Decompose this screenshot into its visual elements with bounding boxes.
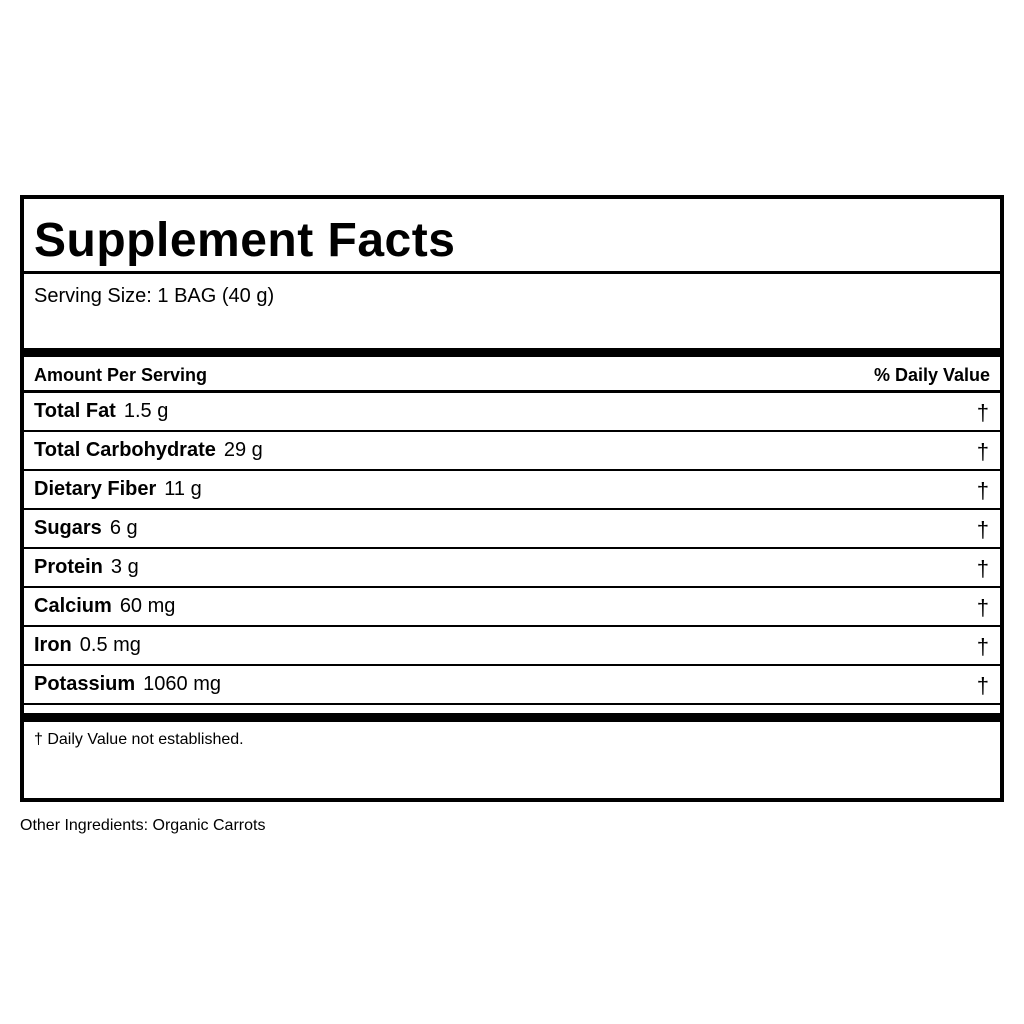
thick-divider [24,348,1000,357]
nutrient-daily-value: † [976,400,989,425]
nutrient-name: Sugars [34,517,102,539]
nutrient-amount: 29 g [223,439,263,461]
table-row [24,432,1000,471]
thick-divider [24,713,1000,722]
daily-value-heading: % Daily Value [873,365,990,385]
table-row [24,666,1000,705]
nutrient-amount: 0.5 mg [79,634,141,656]
serving-size: Serving Size: 1 BAG (40 g) [34,285,275,307]
panel-title: Supplement Facts [34,214,456,267]
nutrient-amount: 3 g [110,556,139,578]
nutrient-name: Potassium [34,673,136,695]
footnote-row [24,722,1000,792]
nutrient-daily-value: † [976,595,989,620]
nutrient-amount: 1060 mg [143,673,221,695]
table-row [24,549,1000,588]
serving-row [24,274,1000,348]
nutrient-daily-value: † [976,556,989,581]
nutrient-name: Protein [34,556,103,578]
nutrient-daily-value: † [976,634,989,659]
nutrient-amount: 11 g [164,478,202,500]
table-row [24,393,1000,432]
footnote: † Daily Value not established. [34,731,244,748]
nutrient-daily-value: † [976,517,989,542]
amount-per-serving-heading: Amount Per Serving [34,365,208,385]
nutrient-name: Calcium [34,595,112,617]
nutrient-amount: 1.5 g [123,400,169,422]
nutrient-daily-value: † [976,478,989,503]
table-row [24,510,1000,549]
nutrient-amount: 6 g [109,517,138,539]
table-row [24,627,1000,666]
nutrient-name: Dietary Fiber [34,478,157,500]
spacer-row [24,705,1000,713]
nutrient-amount: 60 mg [119,595,176,617]
nutrient-daily-value: † [976,673,989,698]
nutrient-name: Iron [34,634,72,656]
nutrient-name: Total Carbohydrate [34,439,216,461]
other-ingredients: Other Ingredients: Organic Carrots [20,817,266,834]
nutrient-name: Total Fat [34,400,116,422]
nutrient-daily-value: † [976,439,989,464]
title-row [24,199,1000,274]
supplement-facts-panel [20,195,1004,802]
table-row [24,471,1000,510]
table-row [24,588,1000,627]
table-header [24,357,1000,393]
